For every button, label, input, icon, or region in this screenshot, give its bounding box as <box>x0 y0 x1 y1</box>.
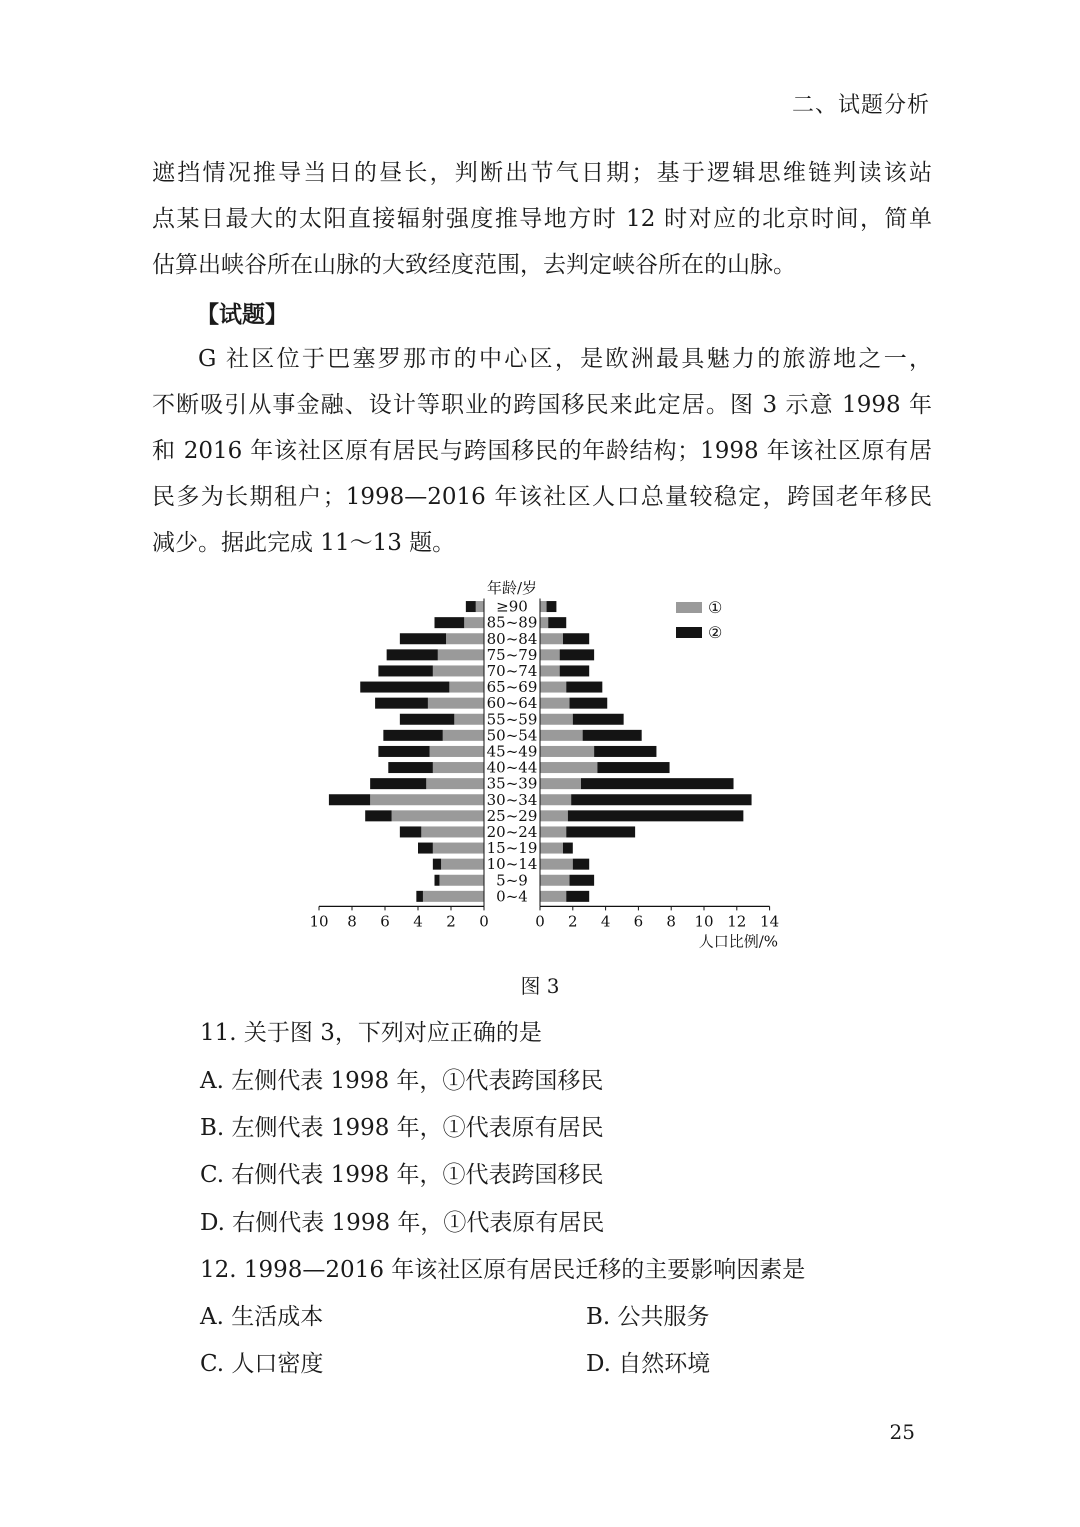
left-bar-series1 <box>441 859 484 870</box>
left-bar-series1 <box>454 714 484 725</box>
left-bar-series2 <box>383 730 442 741</box>
left-bar-series2 <box>400 714 454 725</box>
age-group-label: 65~69 <box>486 678 538 697</box>
left-bar-series1 <box>449 682 484 693</box>
left-bar-series1 <box>443 730 484 741</box>
right-bar-series2 <box>570 698 608 709</box>
age-group-label: 70~74 <box>486 661 538 680</box>
age-group-label: 45~49 <box>486 742 538 761</box>
age-group-label: 40~44 <box>486 758 538 777</box>
left-bar-series2 <box>466 601 476 612</box>
age-group-label: 85~89 <box>486 613 538 632</box>
right-tick-label: 12 <box>727 912 747 931</box>
intro-line: 遮挡情况推导当日的昼长，判断出节气日期；基于逻辑思维链判读该站 <box>152 160 932 186</box>
stem-line: 不断吸引从事金融、设计等职业的跨国移民来此定居。图 3 示意 1998 年 <box>152 392 932 418</box>
left-bar-series2 <box>375 698 428 709</box>
intro-paragraph <box>152 150 932 288</box>
right-bar-series1 <box>540 746 594 757</box>
stem-line: G 社区位于巴塞罗那市的中心区，是欧洲最具魅力的旅游地之一， <box>198 346 932 372</box>
right-bar-series2 <box>597 762 669 773</box>
right-bar-series1 <box>540 762 597 773</box>
right-bar-series2 <box>581 778 734 789</box>
left-bar-series1 <box>446 633 484 644</box>
right-tick-label: 4 <box>600 912 611 931</box>
right-bar-series1 <box>540 794 571 805</box>
left-bar-series1 <box>433 665 484 676</box>
right-bar-series2 <box>566 682 602 693</box>
right-bar-series2 <box>573 714 624 725</box>
question-tag: 【试题】 <box>196 301 288 328</box>
left-bar-series1 <box>428 698 484 709</box>
right-bar-series2 <box>568 810 743 821</box>
right-bar-series1 <box>540 617 548 628</box>
left-bar-series2 <box>435 617 465 628</box>
right-bar-series1 <box>540 859 573 870</box>
right-bar-series2 <box>563 843 573 854</box>
left-bar-series2 <box>378 665 432 676</box>
right-bar-series2 <box>560 665 590 676</box>
left-bar-series2 <box>418 843 433 854</box>
q12-stem: 12. 1998—2016 年该社区原有居民迁移的主要影响因素是 <box>200 1257 806 1283</box>
q12-option-b: B. 公共服务 <box>586 1304 710 1330</box>
right-bar-series1 <box>540 698 570 709</box>
right-bar-series2 <box>566 891 589 902</box>
x-axis-title: 人口比例/% <box>698 932 778 950</box>
right-tick-label: 8 <box>666 912 676 931</box>
left-tick-label: 10 <box>309 912 329 931</box>
population-pyramid-chart <box>300 580 800 950</box>
q12-option-d: D. 自然环境 <box>586 1351 711 1377</box>
left-bar-series1 <box>464 617 484 628</box>
left-bar-series1 <box>433 843 484 854</box>
right-bar-series1 <box>540 601 547 612</box>
age-group-label: 30~34 <box>486 790 538 809</box>
left-bar-series1 <box>421 826 484 837</box>
right-bar-series1 <box>540 665 560 676</box>
right-bar-series1 <box>540 843 563 854</box>
left-bar-series2 <box>387 649 438 660</box>
legend-label-series1: ① <box>708 598 723 617</box>
left-bar-series1 <box>439 875 484 886</box>
right-tick-label: 14 <box>760 912 780 931</box>
left-bar-series1 <box>423 891 484 902</box>
left-bar-series2 <box>378 746 429 757</box>
age-group-label: 60~64 <box>486 694 538 713</box>
age-group-label: 0~4 <box>496 887 528 906</box>
intro-line: 点某日最大的太阳直接辐射强度推导地方时 12 时对应的北京时间，简单 <box>152 206 932 232</box>
age-group-label: 20~24 <box>486 822 538 841</box>
right-bar-series1 <box>540 891 566 902</box>
right-bar-series1 <box>540 810 568 821</box>
right-tick-label: 2 <box>568 912 578 931</box>
right-bar-series1 <box>540 730 583 741</box>
q11-option-d: D. 右侧代表 1998 年，①代表原有居民 <box>200 1210 605 1236</box>
age-group-label: 80~84 <box>486 629 538 648</box>
age-group-label: 75~79 <box>486 645 538 664</box>
age-group-label: 15~19 <box>486 839 538 858</box>
q12-option-c: C. 人口密度 <box>200 1351 324 1377</box>
left-bar-series2 <box>416 891 423 902</box>
right-tick-label: 6 <box>633 912 644 931</box>
right-tick-label: 10 <box>694 912 714 931</box>
age-group-label: 50~54 <box>486 726 538 745</box>
right-bar-series2 <box>547 601 557 612</box>
age-group-label: 25~29 <box>486 806 538 825</box>
right-bar-series1 <box>540 826 566 837</box>
right-bar-series1 <box>540 875 570 886</box>
left-bar-series2 <box>433 859 441 870</box>
left-bar-series2 <box>388 762 433 773</box>
right-bar-series1 <box>540 778 581 789</box>
right-bar-series2 <box>573 859 589 870</box>
stem-line: 和 2016 年该社区原有居民与跨国移民的年龄结构；1998 年该社区原有居 <box>152 438 932 464</box>
legend-label-series2: ② <box>708 623 723 642</box>
age-group-label: 10~14 <box>486 855 538 874</box>
left-bar-series1 <box>433 762 484 773</box>
left-bar-series2 <box>365 810 391 821</box>
right-bar-series2 <box>571 794 751 805</box>
left-bar-series2 <box>360 682 449 693</box>
page-number: 25 <box>889 1420 915 1444</box>
right-bar-series2 <box>594 746 656 757</box>
page-header: 二、试题分析 <box>791 93 930 118</box>
figure-caption: 图 3 <box>520 974 560 998</box>
left-bar-series1 <box>392 810 484 821</box>
age-group-label: ≥90 <box>496 597 528 616</box>
left-bar-series1 <box>430 746 484 757</box>
right-bar-series1 <box>540 714 573 725</box>
right-bar-series1 <box>540 682 566 693</box>
right-bar-series1 <box>540 633 563 644</box>
right-bar-series2 <box>566 826 635 837</box>
left-tick-label: 0 <box>479 912 489 931</box>
left-bar-series2 <box>400 633 446 644</box>
right-bar-series2 <box>583 730 642 741</box>
left-tick-label: 6 <box>380 912 390 931</box>
q11-stem: 11. 关于图 3，下列对应正确的是 <box>200 1020 542 1046</box>
age-group-label: 55~59 <box>486 710 538 729</box>
left-tick-label: 2 <box>446 912 456 931</box>
q12-option-a: A. 生活成本 <box>200 1304 324 1330</box>
q11-option-b: B. 左侧代表 1998 年，①代表原有居民 <box>200 1115 604 1141</box>
question-stem <box>152 336 932 566</box>
left-bar-series1 <box>438 649 484 660</box>
left-tick-label: 4 <box>413 912 423 931</box>
intro-line: 估算出峡谷所在山脉的大致经度范围，去判定峡谷所在的山脉。 <box>152 252 796 278</box>
y-axis-title: 年龄/岁 <box>486 580 538 597</box>
legend-swatch-series2 <box>676 627 702 638</box>
stem-line: 减少。据此完成 11～13 题。 <box>152 530 456 556</box>
age-group-label: 5~9 <box>496 871 528 890</box>
right-bar-series2 <box>560 649 594 660</box>
right-tick-label: 0 <box>535 912 545 931</box>
right-bar-series2 <box>563 633 589 644</box>
left-bar-series2 <box>370 778 426 789</box>
age-group-label: 35~39 <box>486 774 538 793</box>
right-bar-series2 <box>548 617 566 628</box>
left-bar-series2 <box>329 794 370 805</box>
q11-option-a: A. 左侧代表 1998 年，①代表跨国移民 <box>200 1068 604 1094</box>
q11-option-c: C. 右侧代表 1998 年，①代表跨国移民 <box>200 1162 604 1188</box>
stem-line: 民多为长期租户；1998—2016 年该社区人口总量较稳定，跨国老年移民 <box>152 484 932 510</box>
left-bar-series1 <box>370 794 484 805</box>
left-bar-series1 <box>426 778 484 789</box>
left-bar-series2 <box>400 826 421 837</box>
right-bar-series2 <box>570 875 595 886</box>
left-bar-series1 <box>476 601 484 612</box>
left-bar-series2 <box>435 875 440 886</box>
left-tick-label: 8 <box>347 912 357 931</box>
right-bar-series1 <box>540 649 560 660</box>
legend-swatch-series1 <box>676 602 702 613</box>
